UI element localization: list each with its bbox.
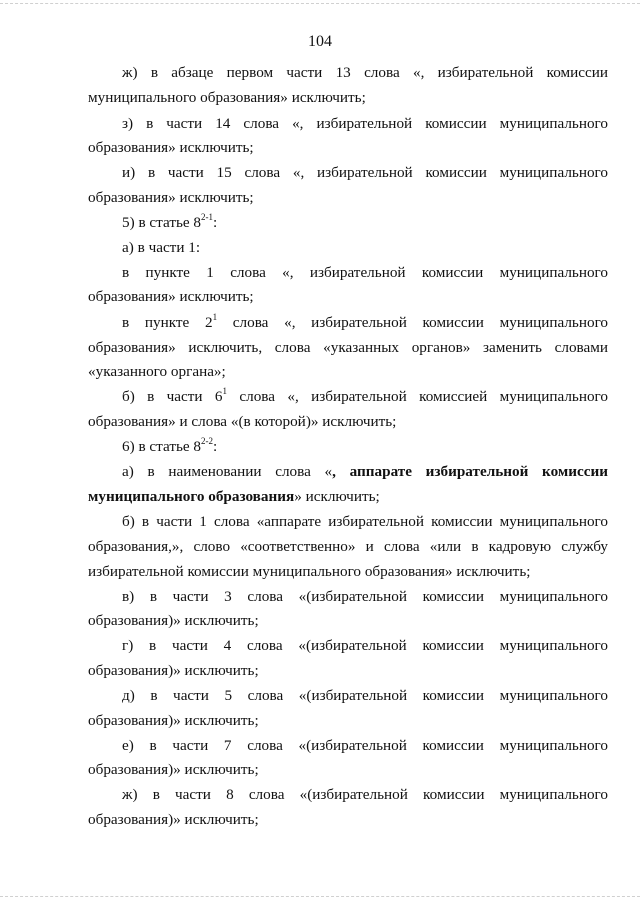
- text-line: 5) в статье 8$^{2-1}$:: [122, 211, 218, 231]
- text-line: ж) в части 8 слова «(избирательной комиссии муниципального: [122, 786, 608, 803]
- text-line: муниципального образования» исключить;: [88, 488, 380, 505]
- text-line: образования)» исключить;: [88, 662, 259, 679]
- text-line: избирательной комиссии муниципального образования» исключить;: [88, 563, 531, 580]
- text-line: а) в части 1:: [122, 239, 201, 256]
- text-line: в пункте 1 слова «, избирательной комиссии муниципального: [122, 264, 608, 281]
- text-line: ж) в абзаце первом части 13 слова «, избирательной комиссии: [122, 64, 608, 81]
- text-line: е) в части 7 слова «(избирательной комиссии муниципального: [122, 737, 608, 754]
- text-line: б) в части 1 слова «аппарате избирательной комиссии муниципального: [122, 513, 608, 530]
- page-number: 104: [308, 33, 332, 50]
- text-line: «указанного органа»;: [88, 363, 226, 380]
- text-line: образования» исключить;: [88, 139, 254, 156]
- text-line: образования)» исключить;: [88, 712, 259, 729]
- text-line: а) в наименовании слова «, аппарате избирательной комиссии: [122, 463, 608, 480]
- text-line: образования» исключить;: [88, 189, 254, 206]
- text-line: муниципального образования» исключить;: [88, 89, 366, 106]
- text-line: образования,», слово «соответственно» и слова «или в кадровую службу: [88, 538, 608, 555]
- text-line: з) в части 14 слова «, избирательной комиссии муниципального: [122, 115, 608, 132]
- text-line: образования» исключить;: [88, 288, 254, 305]
- text-line: б) в части $6^1$ слова «, избирательной комиссией муниципального: [122, 385, 608, 405]
- text-line: 6) в статье 8$^{2-2}$:: [122, 435, 218, 455]
- text-line: в пункте $2^1$ слова «, избирательной комиссии муниципального: [122, 311, 609, 331]
- text-line: и) в части 15 слова «, избирательной комиссии муниципального: [122, 164, 608, 181]
- text-line: образования» и слова «(в которой)» исключить;: [88, 413, 397, 430]
- text-line: г) в части 4 слова «(избирательной комиссии муниципального: [122, 637, 608, 654]
- text-line: образования» исключить, слова «указанных органов» заменить словами: [88, 339, 608, 356]
- text-line: д) в части 5 слова «(избирательной комиссии муниципального: [122, 687, 608, 704]
- text-line: образования)» исключить;: [88, 612, 259, 629]
- text-line: образования)» исключить;: [88, 811, 259, 828]
- page-top-edge: [0, 3, 640, 4]
- text-line: в) в части 3 слова «(избирательной комиссии муниципального: [122, 588, 608, 605]
- text-line: образования)» исключить;: [88, 761, 259, 778]
- page-bottom-edge: [0, 896, 640, 897]
